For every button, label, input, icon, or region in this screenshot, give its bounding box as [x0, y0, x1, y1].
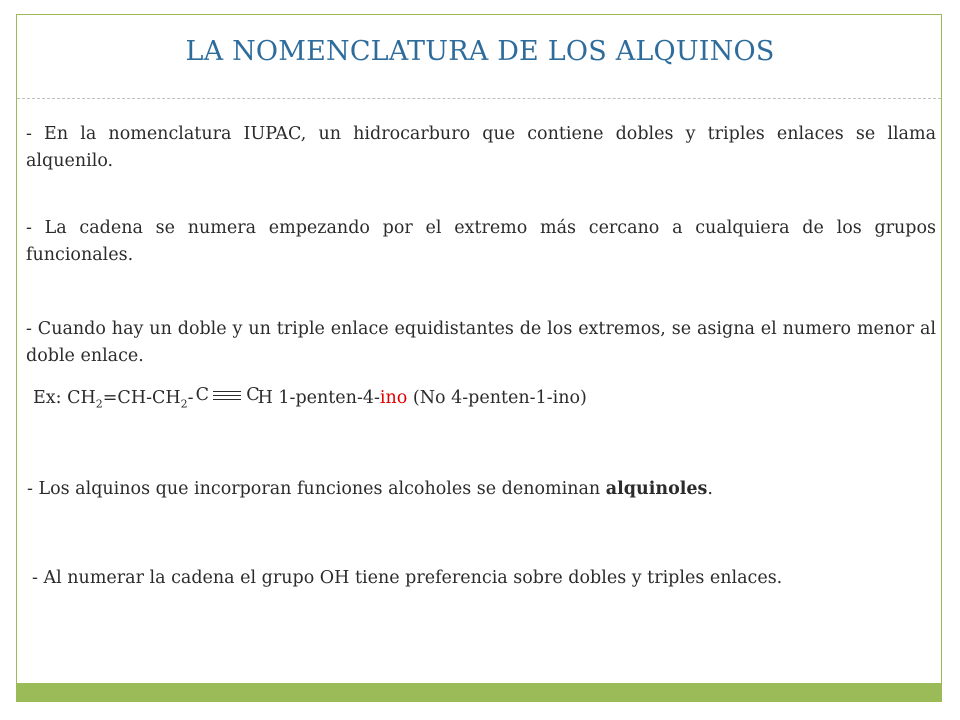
slide-title: LA NOMENCLATURA DE LOS ALQUINOS — [185, 36, 775, 67]
example-mid: =CH-CH — [102, 388, 181, 408]
paragraph-oh-preference: - Al numerar la cadena el grupo OH tiene preferencia sobre dobles y triples enlaces. — [32, 568, 783, 588]
paragraph-equidistant: - Cuando hay un doble y un triple enlace equidistantes de los extremos, se asigna el numero menor al doble enlace. — [26, 319, 936, 366]
footer-bar — [17, 683, 942, 702]
carbon-left: C — [195, 385, 209, 405]
paragraph-alquinoles — [27, 476, 937, 503]
example-prefix: Ex: CH — [33, 388, 96, 408]
example-suffix: (No 4-penten-1-ino) — [407, 388, 587, 408]
example-dash: - — [187, 388, 194, 408]
paragraph-iupac: - En la nomenclatura IUPAC, un hidrocarburo que contiene dobles y triples enlaces se llama alquenilo. — [26, 124, 936, 171]
carbon-right: C — [246, 385, 260, 405]
alquinoles-term: alquinoles — [605, 479, 708, 499]
triple-bond-lines — [213, 391, 241, 401]
alquinoles-end: . — [707, 479, 713, 499]
example-highlight: ino — [379, 388, 408, 408]
title-divider — [17, 98, 941, 99]
alquinoles-text: - Los alquinos que incorporan funciones alcoholes se denominan — [27, 479, 606, 499]
example-sub-1: 2 — [95, 397, 103, 411]
paragraph-numbering: - La cadena se numera empezando por el extremo más cercano a cualquiera de los grupos funcionales. — [26, 218, 936, 265]
example-name: H 1-penten-4- — [257, 388, 380, 408]
triple-bond-icon — [194, 386, 258, 406]
example-formula — [33, 385, 587, 418]
example-sub-2: 2 — [180, 397, 188, 411]
